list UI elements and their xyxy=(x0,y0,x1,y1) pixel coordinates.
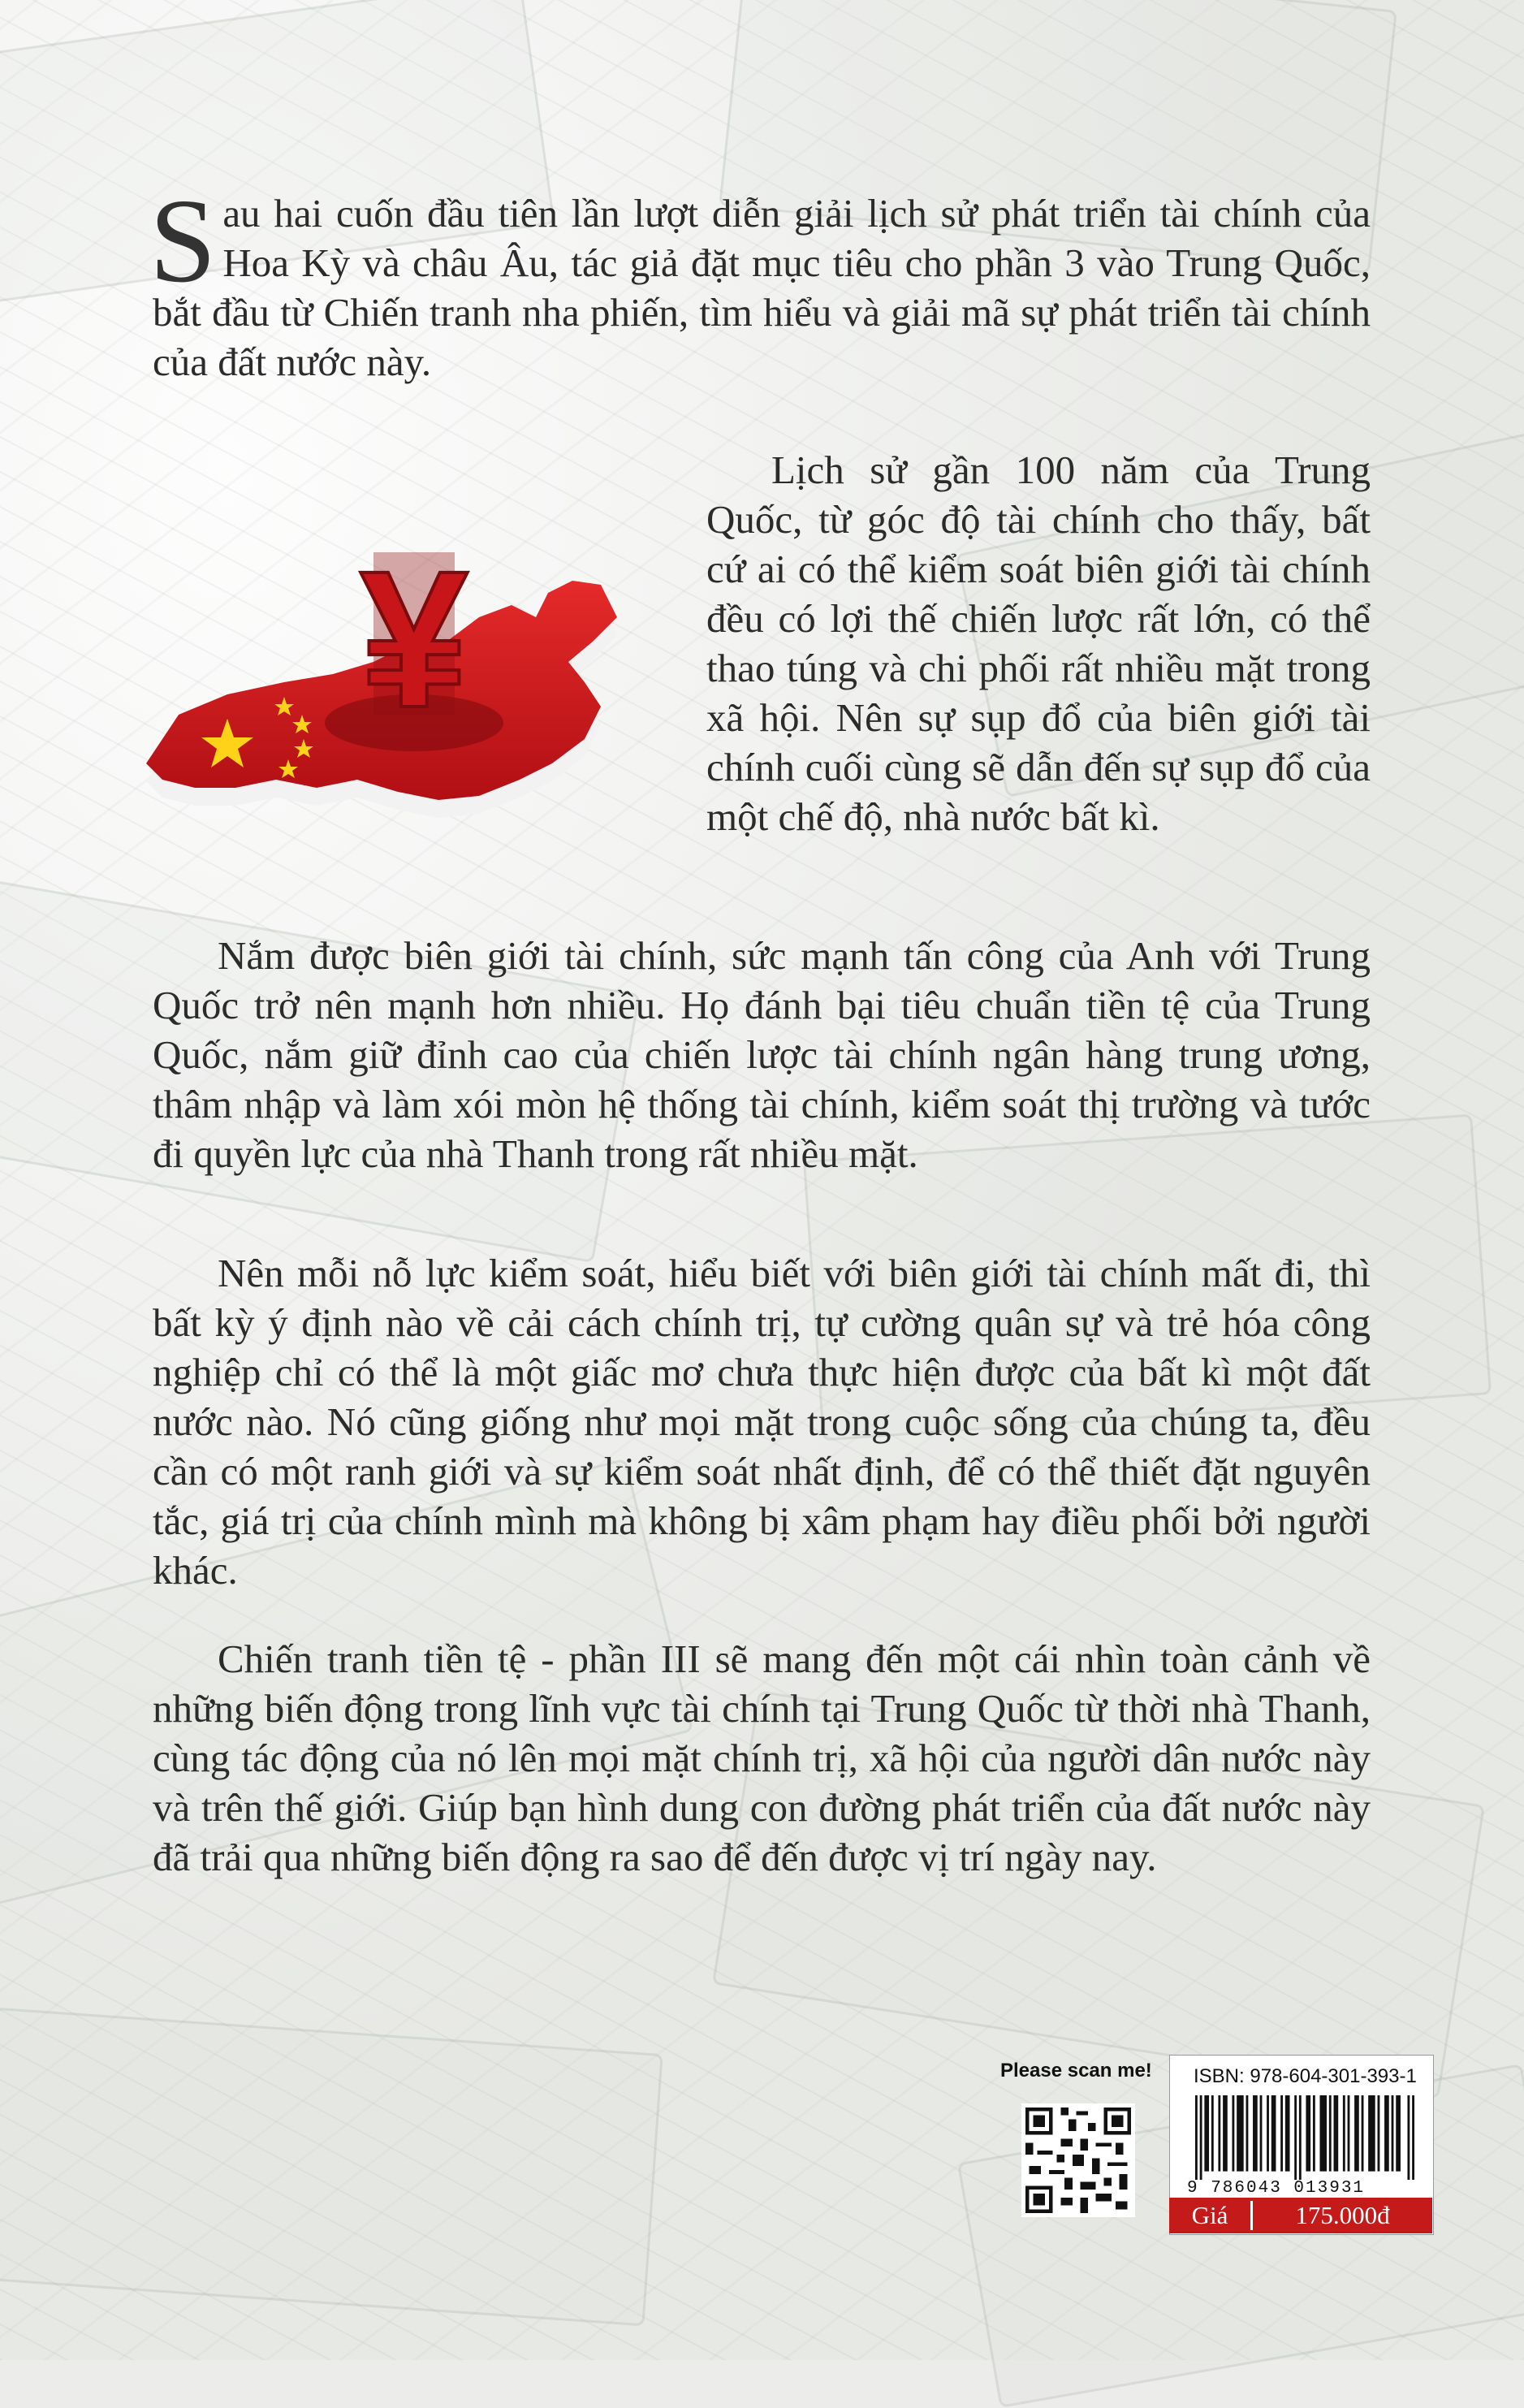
china-map-yuan-illustration xyxy=(130,520,698,869)
paragraph-control: Nên mỗi nỗ lực kiểm soát, hiểu biết với biên giới tài chính mất đi, thì bất kỳ ý định nào về cải cách chính trị, tự cường quân sự và trẻ hóa công nghiệp chỉ có thể là một giấc mơ chưa thực hiện được của bất kì một đất nước nào. Nó cũng giống như mọi mặt trong cuộc sống của chúng ta, đều cần có một ranh giới và sự kiểm soát nhất định, để có thể thiết đặt nguyên tắc, giá trị của chính mình mà không bị xâm phạm hay điều phối bởi người khác. xyxy=(153,1251,1371,1593)
paragraph-intro-text: au hai cuốn đầu tiên lần lượt diễn giải lịch sử phát triển tài chính của Hoa Kỳ và châu Âu, tác giả đặt mục tiêu cho phần 3 vào Trung Quốc, bắt đầu từ Chiến tranh nha phiến, tìm hiểu và giải mã sự phát triển tài chính của đất nước này. xyxy=(153,191,1371,384)
paragraph-intro xyxy=(149,175,1371,387)
price-tag xyxy=(1169,2198,1432,2233)
scan-label: Please scan me! xyxy=(1000,2060,1152,2082)
yuan-symbol xyxy=(360,530,468,748)
paragraph-financial-border: Nắm được biên giới tài chính, sức mạnh tấn công của Anh với Trung Quốc trở nên mạnh hơn nhiều. Họ đánh bại tiêu chuẩn tiền tệ của Trung Quốc, nắm giữ đỉnh cao của chiến lược tài chính ngân hàng trung ương, thâm nhập và làm xói mòn hệ thống tài chính, kiểm soát thị trường và tước đi quyền lực của nhà Thanh trong rất nhiều mặt. xyxy=(153,933,1371,1176)
price-value: 175.000đ xyxy=(1295,2201,1390,2229)
paragraph-summary: Chiến tranh tiền tệ - phần III sẽ mang đến một cái nhìn toàn cảnh về những biến động trong lĩnh vực tài chính tại Trung Quốc từ thời nhà Thanh, cùng tác động của nó lên mọi mặt chính trị, xã hội của người dân nước này và trên thế giới. Giúp bạn hình dung con đường phát triển của đất nước này đã trải qua những biến động ra sao để đến được vị trí ngày nay. xyxy=(153,1636,1371,1879)
svg-text:¥: ¥ xyxy=(360,530,468,748)
barcode xyxy=(1195,2095,1414,2180)
price-label: Giá xyxy=(1169,2201,1253,2230)
barcode-digits: 9 786043 013931 xyxy=(1187,2179,1366,2198)
drop-cap: S xyxy=(149,175,217,308)
qr-code[interactable] xyxy=(1021,2103,1135,2217)
isbn-label: ISBN: 978-604-301-393-1 xyxy=(1194,2065,1417,2087)
paragraph-history: Lịch sử gần 100 năm của Trung Quốc, từ góc độ tài chính cho thấy, bất cứ ai có thể kiểm soát biên giới tài chính đều có lợi thế chiến lược rất lớn, có thể thao túng và chi phối rất nhiều mặt trong xã hội. Nên sự sụp đổ của biên giới tài chính cuối cùng sẽ dẫn đến sự sụp đổ của một chế độ, nhà nước bất kì. xyxy=(706,447,1371,839)
